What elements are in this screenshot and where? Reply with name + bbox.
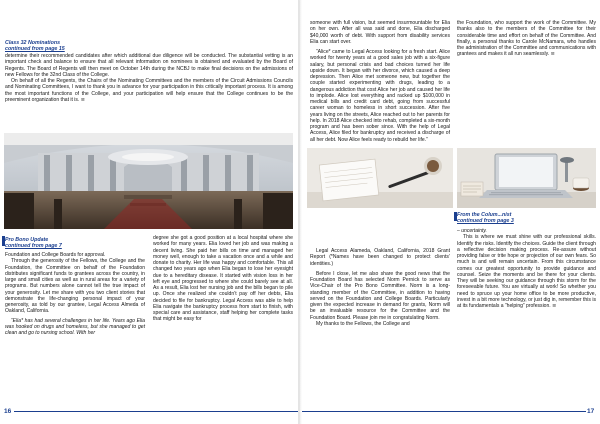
closing-paragraph xyxy=(457,20,596,58)
class32-paragraph-1: determine their recommended candidates after which additional due diligence will be conducted. The substantial vetting is an important check and balance to ensure that all relevant information on nominees is obtained and evaluated by the Board of Regents. The Board of Regents will then meet on October 14th during the NCBJ to make final decisions on the admissions of new Fellows for the 32nd Class of the College. xyxy=(5,53,293,78)
footer-rule-left xyxy=(14,411,298,412)
thanks-paragraph: My thanks to the Fellows, the College and xyxy=(316,320,410,327)
columnist-paragraph-2 xyxy=(457,234,596,309)
columnist-paragraph-2-text: This is where we must shine with our professional skills. Identify the risks. Identify the choices. Guide the client through a reflective decision making process. Re-assure without providing false or trite hope or projection of our own fears. So much is and will remain uncertain. From this circumstance comes our greatest opportunity to provide guidance and counsel. Seize the moments and be there for your clients. They will be seeking our guidance through this storm for the foreseeable future. You are virtually at work! So whether you need to spruce up your home office to be more productive, invest in a bit more technology, or just dig in, remember this is at its fundamentals a “helping” profession. xyxy=(457,234,596,309)
capitol-dome-graphic xyxy=(4,133,293,229)
alice-story: “Alice* came to Legal Access looking for a fresh start. Alice worked for twenty years at a good sales job with a six-figure salary, but personal crisis and bad choices turned her life upside down. It began with her divorce, which caused a deep depression. Then Alice met someone new, but together the couple started experimenting with drugs, leading to a dangerous addiction that cost Alice her job and caused her life to implode. Alice lost everything and racked up $100,000 in medical bills and credit card debt, going from successful career woman to homeless in short succession. After five years living on the streets, Alice reached out to her parents for help. In 2018 Alice checked into rehab, completed a six-month program and has been sober since. With the help of Legal Access, Alice filed for bankruptcy and received a discharge of all her debt. Now Alice feels ready to rebuild her life.” xyxy=(310,49,450,143)
grant-report-citation: Legal Access Alameda, Oakland, California, 2018 Grant Report (*Names have been changed to protect clients’ identities.) xyxy=(310,248,450,267)
capitol-interior-photo xyxy=(4,133,293,229)
closing-paragraph-text: the Foundation, who support the work of the Committee. My thanks also to the members of the Committee for their considerable time and effort on behalf of the Committee. And finally, a personal thanks to Carole McNamara, who handles the administration of the Committee and communications with grantees and makes it all run seamlessly. xyxy=(457,20,596,58)
class32-continued-link[interactable]: continued from page 15 xyxy=(5,46,65,53)
class32-heading xyxy=(5,40,205,53)
right-page xyxy=(300,0,600,424)
class32-paragraph-2 xyxy=(5,78,293,103)
page-number-right: 17 xyxy=(587,408,595,415)
probono-col1-body xyxy=(5,252,145,336)
norm-pernick-paragraph: Before I close, let me also share the good news that the Foundation Board has selected Norm Pernick to serve as Vice-Chair of the Pro Bono Committee. Norm is a long-standing member of the Committee, in addition to having served on the Foundation and College Boards. Particularly given the expected increase in demand for grants, Norm will be an invaluable resource for the Committee and the Foundation Board. Please join me in congratulating Norm. xyxy=(310,270,450,321)
class32-body xyxy=(5,53,293,103)
columnist-body xyxy=(457,228,596,309)
desk-laptop-photo xyxy=(457,148,596,208)
desk-laptop-graphic xyxy=(457,148,596,208)
probono-paragraph-2: Through the generosity of the Fellows, the College and the Foundation, the Committee on behalf of the Foundation distributes significant funds to grantees across the country, in large and small cities as well as in rural areas for a variety of programs. But numbers alone cannot tell the true impact of your generosity. Let me share with you two client stories that demonstrate the life-changing personal impact of your generosity, as told by our grantee, Legal Access Almeda of Oakland, California. xyxy=(5,258,145,315)
probono-heading xyxy=(5,237,145,250)
desk-notebook-graphic xyxy=(307,148,453,208)
right-col1-top xyxy=(310,20,450,143)
probono-title: Pro Bono Update xyxy=(5,237,49,243)
end-mark-icon: ≅ xyxy=(80,96,85,103)
end-mark-icon: ≅ xyxy=(552,303,557,309)
columnist-title: From the Colum...nist xyxy=(457,212,512,218)
page-number-left: 16 xyxy=(4,408,12,415)
probono-col2-body xyxy=(153,235,293,323)
desk-notebook-photo xyxy=(307,148,453,208)
columnist-continued-link[interactable]: continued from page 3 xyxy=(457,218,514,225)
probono-paragraph-1: Foundation and College Boards for approval. xyxy=(5,252,106,258)
footer-rule-right xyxy=(302,411,586,412)
columnist-paragraph-1: – uncertainty. xyxy=(457,228,487,234)
class32-title: Class 32 Nominations xyxy=(5,40,61,46)
right-col2-top xyxy=(457,20,596,58)
probono-col2-paragraph: degree she got a good position at a local hospital where she worked for many years. Elia loved her job and was making a decent living. She paid her bills on time and managed her money well, enough to take a vacation once and a while and donate to charity. Her life was happy and comfortable. This all changed two years ago when Elia began to lose her eyesight due to a hereditary disease. It started with vision loss in her left eye and progressed to where she could barely see at all. As a result, Elia lost her nursing job and the bills began to pile up. Once she realized she couldn’t pay off her debts, Elia decided to file for bankruptcy. Legal Access was able to help Elia navigate the bankruptcy process from start to finish, with special care and assistance, staff helping her complete tasks that might be easy for xyxy=(153,235,293,323)
spread-gutter xyxy=(298,0,302,424)
end-mark-icon: ≅ xyxy=(550,51,555,58)
right-col1-bottom xyxy=(310,248,450,327)
class32-paragraph-2-text: On behalf of all the Regents, the Chairs of the Nominating Committees and the members of the Circuit Admissions Councils and Nominating Committees, I want to thank you in advance for your participation in this critically important process. It is among the most important functions of the College, and your participation will help ensure that the College continues to be the preeminent organization that it is. xyxy=(5,78,293,103)
columnist-heading xyxy=(457,212,597,225)
probono-paragraph-3: “Elia* has had several challenges in her life. Years ago Elia was hooked on drugs and homeless, but she managed to get clean and go to nursing school. With her xyxy=(5,317,145,336)
elia-story-end: someone with full vision, but seemed insurmountable for Elia on her own. After all was said and done, Elia discharged $40,000 worth of debt. With support from disability services Elia can start over. xyxy=(310,20,450,45)
probono-continued-link[interactable]: continued from page 7 xyxy=(5,243,62,250)
